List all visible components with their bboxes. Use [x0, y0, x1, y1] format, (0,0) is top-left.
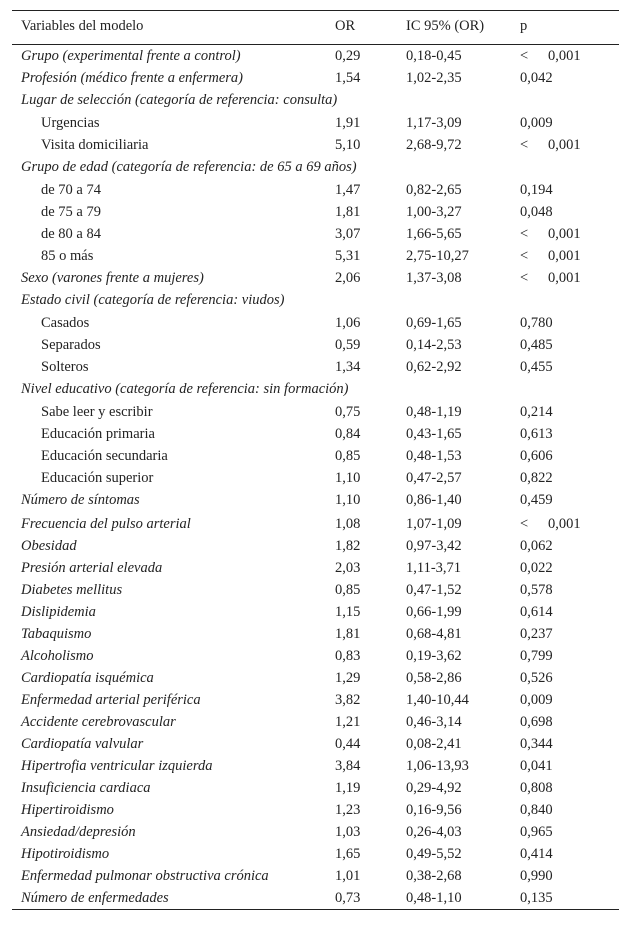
table-row [12, 179, 619, 201]
row-or: 1,54 [335, 70, 361, 86]
p-number: 0,135 [520, 890, 553, 906]
row-or: 2,03 [335, 560, 361, 576]
less-than-sign: < [520, 248, 529, 264]
row-or: 3,82 [335, 692, 361, 708]
p-number: 0,001 [548, 48, 581, 64]
row-or: 3,07 [335, 226, 361, 242]
row-or: 5,10 [335, 137, 361, 153]
row-variable: 85 o más [41, 248, 94, 264]
row-variable: Número de síntomas [21, 492, 140, 508]
row-p-value [520, 890, 553, 907]
row-variable: Presión arterial elevada [21, 560, 163, 576]
row-p-value [520, 70, 553, 87]
row-or: 0,73 [335, 890, 361, 906]
table-row [12, 45, 619, 67]
p-number: 0,009 [520, 692, 553, 708]
row-or: 5,31 [335, 248, 361, 264]
row-p-value [520, 204, 553, 221]
table-row [12, 733, 619, 755]
table-row [12, 623, 619, 645]
row-ic: 0,69-1,65 [406, 315, 462, 331]
table-header [12, 11, 619, 44]
table-row [12, 245, 619, 267]
row-ic: 1,17-3,09 [406, 115, 462, 131]
row-or: 1,29 [335, 670, 361, 686]
row-or: 0,59 [335, 337, 361, 353]
table-row [12, 134, 619, 156]
row-or: 1,03 [335, 824, 361, 840]
p-number: 0,001 [548, 226, 581, 242]
row-ic: 0,58-2,86 [406, 670, 462, 686]
p-number: 0,344 [520, 736, 553, 752]
less-than-sign: < [520, 270, 529, 286]
row-or: 1,19 [335, 780, 361, 796]
table-row [12, 513, 619, 535]
less-than-sign: < [520, 226, 529, 242]
row-ic: 0,47-1,52 [406, 582, 462, 598]
row-variable: Lugar de selección (categoría de referencia: consulta) [21, 92, 338, 108]
row-ic: 0,48-1,53 [406, 448, 462, 464]
p-number: 0,606 [520, 448, 553, 464]
row-or: 1,08 [335, 516, 361, 532]
table-row [12, 601, 619, 623]
row-ic: 1,37-3,08 [406, 270, 462, 286]
row-ic: 0,68-4,81 [406, 626, 462, 642]
row-or: 0,84 [335, 426, 361, 442]
row-ic: 0,97-3,42 [406, 538, 462, 554]
table-row [12, 267, 619, 289]
row-p-value [520, 670, 553, 687]
row-ic: 1,07-1,09 [406, 516, 462, 532]
row-variable: Obesidad [21, 538, 77, 554]
row-p-value [520, 714, 553, 731]
row-variable: Accidente cerebrovascular [21, 714, 176, 730]
row-ic: 0,19-3,62 [406, 648, 462, 664]
row-or: 1,65 [335, 846, 361, 862]
row-ic: 1,06-13,93 [406, 758, 469, 774]
table-row [12, 821, 619, 843]
row-or: 1,15 [335, 604, 361, 620]
row-p-value [520, 115, 553, 132]
table-row [12, 378, 619, 401]
table-row [12, 201, 619, 223]
p-number: 0,414 [520, 846, 553, 862]
row-or: 1,10 [335, 470, 361, 486]
row-p-value [520, 846, 553, 863]
row-p-value [520, 404, 553, 421]
table-row [12, 89, 619, 112]
odds-ratio-table [12, 10, 619, 910]
table-row [12, 356, 619, 378]
row-ic: 0,49-5,52 [406, 846, 462, 862]
row-variable: Profesión (médico frente a enfermera) [21, 70, 244, 86]
row-variable: Frecuencia del pulso arterial [21, 516, 191, 532]
row-or: 1,06 [335, 315, 361, 331]
row-ic: 0,48-1,10 [406, 890, 462, 906]
row-p-value [520, 182, 553, 199]
table-row [12, 755, 619, 777]
row-ic: 0,16-9,56 [406, 802, 462, 818]
p-number: 0,698 [520, 714, 553, 730]
p-number: 0,001 [548, 137, 581, 153]
table-row [12, 223, 619, 245]
row-p-value [520, 226, 581, 243]
row-variable: Educación primaria [41, 426, 155, 442]
row-p-value [520, 248, 581, 265]
table-row [12, 156, 619, 179]
row-or: 1,21 [335, 714, 361, 730]
row-variable: Ansiedad/depresión [21, 824, 136, 840]
p-number: 0,799 [520, 648, 553, 664]
p-number: 0,062 [520, 538, 553, 554]
row-variable: Dislipidemia [21, 604, 96, 620]
table-row [12, 645, 619, 667]
row-or: 0,75 [335, 404, 361, 420]
row-p-value [520, 780, 553, 797]
table-row [12, 67, 619, 89]
p-number: 0,780 [520, 315, 553, 331]
bottom-rule [12, 909, 619, 910]
p-number: 0,214 [520, 404, 553, 420]
row-or: 1,81 [335, 204, 361, 220]
p-number: 0,022 [520, 560, 553, 576]
row-p-value [520, 868, 553, 885]
row-or: 0,85 [335, 582, 361, 598]
row-or: 1,10 [335, 492, 361, 508]
row-ic: 1,66-5,65 [406, 226, 462, 242]
row-or: 0,29 [335, 48, 361, 64]
row-ic: 1,40-10,44 [406, 692, 469, 708]
row-ic: 0,14-2,53 [406, 337, 462, 353]
table-row [12, 401, 619, 423]
row-variable: Estado civil (categoría de referencia: viudos) [21, 292, 285, 308]
row-variable: Hipotiroidismo [21, 846, 110, 862]
p-number: 0,965 [520, 824, 553, 840]
row-variable: Alcoholismo [21, 648, 94, 664]
table-row [12, 865, 619, 887]
row-ic: 0,62-2,92 [406, 359, 462, 375]
table-row [12, 799, 619, 821]
row-variable: Cardiopatía isquémica [21, 670, 154, 686]
row-or: 0,83 [335, 648, 361, 664]
row-variable: Separados [41, 337, 101, 353]
row-ic: 1,00-3,27 [406, 204, 462, 220]
row-ic: 2,75-10,27 [406, 248, 469, 264]
p-number: 0,041 [520, 758, 553, 774]
row-ic: 0,47-2,57 [406, 470, 462, 486]
row-p-value [520, 315, 553, 332]
row-p-value [520, 448, 553, 465]
row-variable: Sabe leer y escribir [41, 404, 153, 420]
row-ic: 0,86-1,40 [406, 492, 462, 508]
row-variable: Diabetes mellitus [21, 582, 123, 598]
row-p-value [520, 736, 553, 753]
p-number: 0,485 [520, 337, 553, 353]
row-variable: Cardiopatía valvular [21, 736, 144, 752]
p-number: 0,009 [520, 115, 553, 131]
row-p-value [520, 604, 553, 621]
row-p-value [520, 470, 553, 487]
table-row [12, 423, 619, 445]
row-variable: Hipertiroidismo [21, 802, 114, 818]
less-than-sign: < [520, 137, 529, 153]
p-number: 0,822 [520, 470, 553, 486]
p-number: 0,455 [520, 359, 553, 375]
row-ic: 1,11-3,71 [406, 560, 462, 576]
row-p-value [520, 538, 553, 555]
row-or: 1,91 [335, 115, 361, 131]
row-or: 1,01 [335, 868, 361, 884]
row-p-value [520, 560, 553, 577]
row-p-value [520, 582, 553, 599]
row-variable: de 70 a 74 [41, 182, 101, 198]
row-variable: Educación superior [41, 470, 154, 486]
row-or: 0,85 [335, 448, 361, 464]
row-variable: Casados [41, 315, 90, 331]
row-ic: 0,48-1,19 [406, 404, 462, 420]
header-ic: IC 95% (OR) [406, 18, 485, 34]
row-or: 1,82 [335, 538, 361, 554]
row-p-value [520, 626, 553, 643]
less-than-sign: < [520, 516, 529, 532]
row-p-value [520, 492, 553, 509]
row-ic: 1,02-2,35 [406, 70, 462, 86]
header-or: OR [335, 18, 356, 34]
p-number: 0,808 [520, 780, 553, 796]
row-variable: de 80 a 84 [41, 226, 101, 242]
less-than-sign: < [520, 48, 529, 64]
table-row [12, 689, 619, 711]
row-p-value [520, 426, 553, 443]
p-number: 0,526 [520, 670, 553, 686]
table-row [12, 489, 619, 513]
p-number: 0,001 [548, 248, 581, 264]
header-p: p [520, 18, 528, 34]
p-number: 0,001 [548, 270, 581, 286]
row-ic: 0,38-2,68 [406, 868, 462, 884]
row-or: 1,23 [335, 802, 361, 818]
p-number: 0,194 [520, 182, 553, 198]
row-variable: Enfermedad arterial periférica [21, 692, 201, 708]
row-p-value [520, 802, 553, 819]
row-p-value [520, 516, 581, 533]
row-or: 0,44 [335, 736, 361, 752]
row-ic: 0,46-3,14 [406, 714, 462, 730]
row-ic: 0,82-2,65 [406, 182, 462, 198]
table-row [12, 579, 619, 601]
row-ic: 0,26-4,03 [406, 824, 462, 840]
table-row [12, 711, 619, 733]
row-p-value [520, 337, 553, 354]
p-number: 0,459 [520, 492, 553, 508]
p-number: 0,048 [520, 204, 553, 220]
table-row [12, 535, 619, 557]
row-p-value [520, 758, 553, 775]
row-variable: Nivel educativo (categoría de referencia: sin formación) [21, 381, 349, 397]
row-variable: Número de enfermedades [21, 890, 169, 906]
p-number: 0,990 [520, 868, 553, 884]
row-variable: Tabaquismo [21, 626, 92, 642]
row-ic: 2,68-9,72 [406, 137, 462, 153]
row-variable: Urgencias [41, 115, 100, 131]
row-p-value [520, 48, 581, 65]
table-row [12, 557, 619, 579]
row-or: 1,47 [335, 182, 361, 198]
row-ic: 0,43-1,65 [406, 426, 462, 442]
row-or: 1,34 [335, 359, 361, 375]
row-variable: Visita domiciliaria [41, 137, 149, 153]
row-p-value [520, 692, 553, 709]
table-row [12, 467, 619, 489]
table-row [12, 843, 619, 865]
row-or: 1,81 [335, 626, 361, 642]
p-number: 0,042 [520, 70, 553, 86]
header-variables: Variables del modelo [21, 18, 144, 34]
p-number: 0,001 [548, 516, 581, 532]
row-variable: Hipertrofia ventricular izquierda [21, 758, 213, 774]
row-variable: de 75 a 79 [41, 204, 101, 220]
row-variable: Educación secundaria [41, 448, 168, 464]
row-variable: Solteros [41, 359, 89, 375]
row-p-value [520, 270, 581, 287]
row-variable: Sexo (varones frente a mujeres) [21, 270, 204, 286]
row-p-value [520, 648, 553, 665]
table-row [12, 334, 619, 356]
table-row [12, 289, 619, 312]
p-number: 0,237 [520, 626, 553, 642]
row-p-value [520, 824, 553, 841]
p-number: 0,840 [520, 802, 553, 818]
row-p-value [520, 359, 553, 376]
table-row [12, 312, 619, 334]
row-ic: 0,66-1,99 [406, 604, 462, 620]
row-p-value [520, 137, 581, 154]
row-variable: Enfermedad pulmonar obstructiva crónica [21, 868, 269, 884]
table-row [12, 887, 619, 909]
table-row [12, 445, 619, 467]
row-variable: Grupo (experimental frente a control) [21, 48, 241, 64]
table-body [12, 45, 619, 909]
table-row [12, 777, 619, 799]
row-or: 2,06 [335, 270, 361, 286]
row-variable: Insuficiencia cardiaca [21, 780, 151, 796]
row-or: 3,84 [335, 758, 361, 774]
row-ic: 0,18-0,45 [406, 48, 462, 64]
table-row [12, 667, 619, 689]
row-ic: 0,08-2,41 [406, 736, 462, 752]
row-ic: 0,29-4,92 [406, 780, 462, 796]
p-number: 0,614 [520, 604, 553, 620]
row-variable: Grupo de edad (categoría de referencia: de 65 a 69 años) [21, 159, 357, 175]
table-row [12, 112, 619, 134]
p-number: 0,578 [520, 582, 553, 598]
p-number: 0,613 [520, 426, 553, 442]
